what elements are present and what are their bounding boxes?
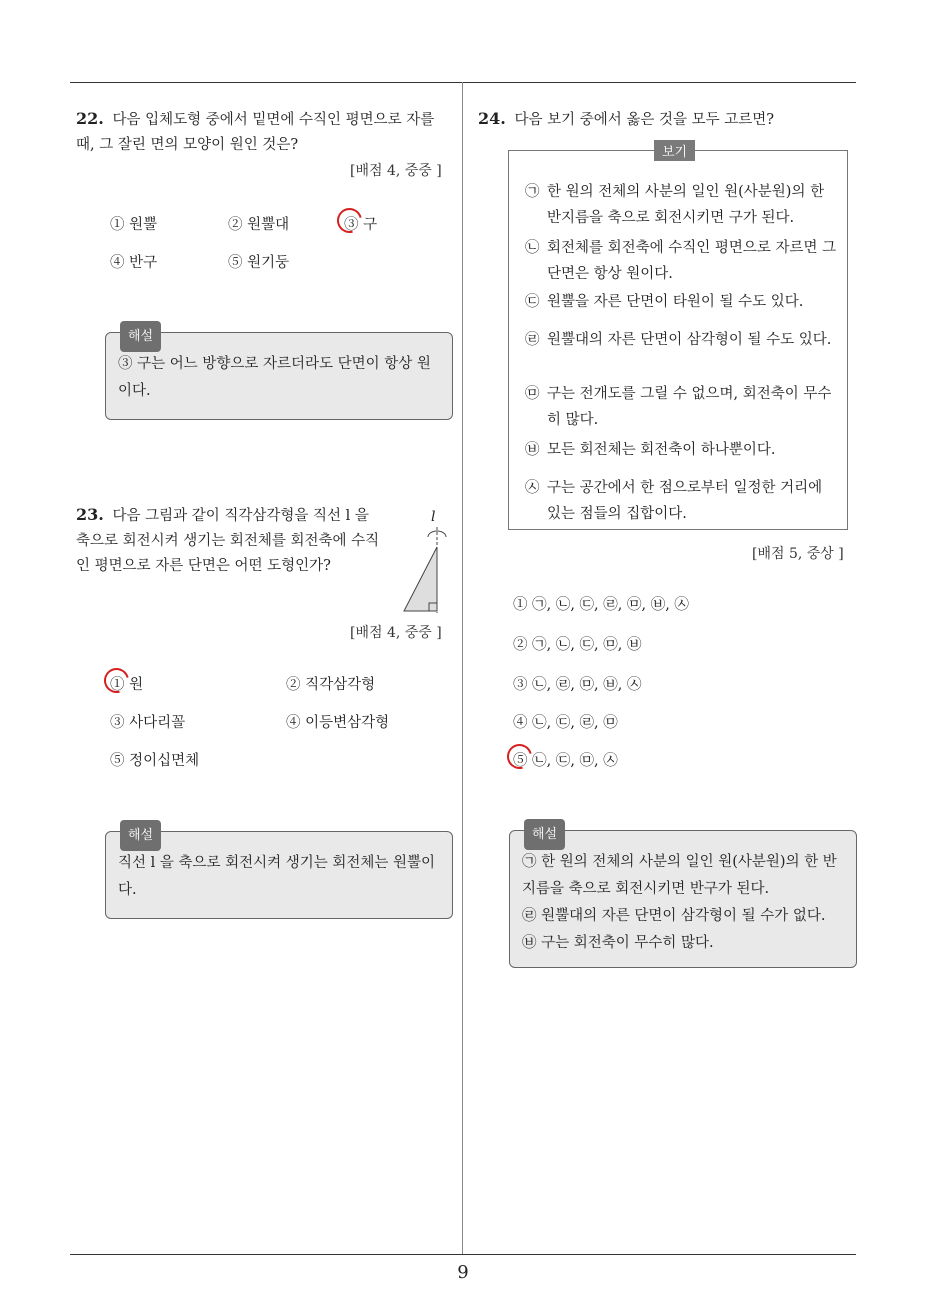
- question-number: 22.: [76, 109, 104, 128]
- triangle-figure: [400, 505, 450, 615]
- bogi-item: [525, 437, 837, 463]
- question-number: 23.: [76, 505, 104, 524]
- bogi-key: ㉤: [525, 386, 540, 402]
- question-number: 24.: [478, 109, 506, 128]
- bogi-text: 원뿔대의 자른 단면이 삼각형이 될 수도 있다.: [547, 332, 832, 348]
- points-label: [배점 5, 중상 ]: [752, 546, 844, 562]
- choice-4[interactable]: ④ 이등변삼각형: [286, 715, 390, 731]
- bogi-key: ㉢: [525, 294, 540, 310]
- choice-1[interactable]: ① 원뿔: [110, 217, 158, 233]
- solution-box-24: [509, 827, 857, 968]
- axis-label: l: [431, 509, 436, 525]
- choice-5[interactable]: ⑤ 정이십면체: [110, 753, 200, 769]
- bogi-text: 원뿔을 자른 단면이 타원이 될 수도 있다.: [547, 294, 804, 310]
- choice-3[interactable]: ③ 구: [344, 217, 378, 233]
- bogi-text: 구는 공간에서 한 점으로부터 일정한 거리에 있는 점들의 집합이다.: [547, 480, 823, 522]
- solution-box-22: [105, 329, 453, 420]
- bogi-item: [525, 235, 837, 287]
- bogi-key: ㉡: [525, 240, 540, 256]
- solution-tag: 해설: [120, 820, 161, 851]
- solution-line: ㉣ 원뿔대의 자른 단면이 삼각형이 될 수가 없다.: [522, 908, 826, 924]
- bogi-box: [508, 145, 848, 530]
- solution-line: ㉠ 한 원의 전체의 사분의 일인 원(사분원)의 한 반지름을 축으로 회전시키면 반구가 된다.: [522, 854, 837, 897]
- bogi-text: 구는 전개도를 그릴 수 없으며, 회전축이 무수히 많다.: [547, 386, 832, 428]
- bogi-item: [525, 327, 837, 353]
- choice-1[interactable]: ① ㉠, ㉡, ㉢, ㉣, ㉤, ㉥, ㉦: [513, 597, 689, 613]
- choice-3[interactable]: ③ ㉡, ㉣, ㉤, ㉥, ㉦: [513, 677, 642, 693]
- page-number: 9: [457, 1262, 469, 1283]
- bottom-rule: [70, 1254, 856, 1255]
- points-label: [배점 4, 중중 ]: [350, 625, 442, 641]
- choice-1[interactable]: ① 원: [110, 677, 144, 693]
- choice-5[interactable]: ⑤ ㉡, ㉢, ㉤, ㉦: [513, 753, 618, 769]
- column-divider: [462, 82, 463, 1254]
- solution-tag: 해설: [120, 321, 161, 352]
- bogi-text: 모든 회전체는 회전축이 하나뿐이다.: [547, 442, 776, 458]
- choice-2[interactable]: ② ㉠, ㉡, ㉢, ㉤, ㉥: [513, 637, 642, 653]
- choice-4[interactable]: ④ ㉡, ㉢, ㉣, ㉤: [513, 715, 618, 731]
- bogi-key: ㉥: [525, 442, 540, 458]
- bogi-key: ㉣: [525, 332, 540, 348]
- choice-2[interactable]: ② 직각삼각형: [286, 677, 376, 693]
- question-text: 다음 입체도형 중에서 밑면에 수직인 평면으로 자를 때, 그 잘린 면의 모양이 원인 것은?: [76, 112, 435, 153]
- points-label: [배점 4, 중중 ]: [350, 163, 442, 179]
- solution-tag: 해설: [524, 819, 565, 850]
- bogi-item: [525, 475, 837, 527]
- solution-line: ㉥ 구는 회전축이 무수히 많다.: [522, 935, 714, 951]
- bogi-text: 회전체를 회전축에 수직인 평면으로 자르면 그 단면은 항상 원이다.: [547, 240, 837, 282]
- question-24: [478, 106, 856, 133]
- bogi-item: [525, 179, 837, 231]
- bogi-key: ㉦: [525, 480, 540, 496]
- top-rule: [70, 82, 856, 83]
- choice-4[interactable]: ④ 반구: [110, 255, 158, 271]
- bogi-item: [525, 381, 837, 433]
- choice-2[interactable]: ② 원뿔대: [228, 217, 290, 233]
- solution-text: 직선 l 을 축으로 회전시켜 생기는 회전체는 원뿔이다.: [118, 855, 436, 898]
- choice-5[interactable]: ⑤ 원기둥: [228, 255, 290, 271]
- choice-3[interactable]: ③ 사다리꼴: [110, 715, 186, 731]
- solution-box-23: [105, 828, 453, 919]
- question-23: [76, 502, 386, 579]
- bogi-tag: 보기: [654, 140, 695, 161]
- solution-text: ③ 구는 어느 방향으로 자르더라도 단면이 항상 원이다.: [118, 356, 431, 399]
- question-22: [76, 106, 454, 158]
- question-text: 다음 보기 중에서 옳은 것을 모두 고르면?: [514, 112, 774, 128]
- bogi-key: ㉠: [525, 184, 540, 200]
- bogi-text: 한 원의 전체의 사분의 일인 원(사분원)의 한 반지름을 축으로 회전시키면 구가 된다.: [547, 184, 825, 226]
- bogi-item: [525, 289, 837, 315]
- question-text: 다음 그림과 같이 직각삼각형을 직선 l 을 축으로 회전시켜 생기는 회전체를 회전축에 수직인 평면으로 자른 단면은 어떤 도형인가?: [76, 508, 380, 574]
